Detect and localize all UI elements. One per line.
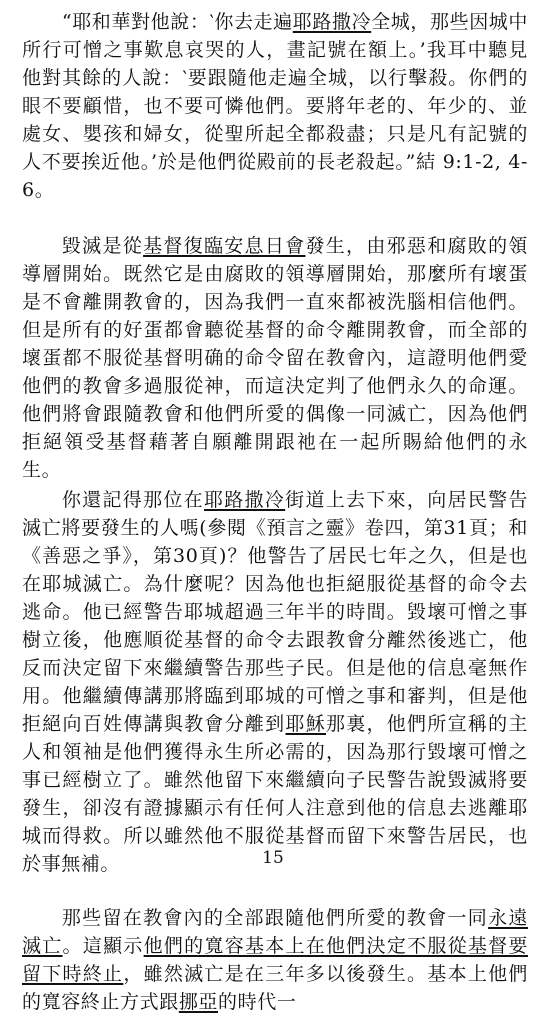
paragraph-probation — [22, 904, 528, 1016]
text-segment: 全城，那些因城中所行可憎之事歎息哀哭的人，畫記號在額上。’我耳中聽見他對其餘的人說：‵要跟隨他走遍全城，以行擊殺。你們的眼不要顧惜，也不要可憐他們。要將年老的、年少的、並處女、嬰孩和婦女，從聖所起全都殺盡；只是凡有記號的人不要挨近他。’於是他們從殿前的長老殺起。”結 9:1-2, 4-6。 — [22, 11, 529, 201]
text-segment: 發生，由邪惡和腐敗的領導層開始。既然它是由腐敗的領導層開始，那麼所有壞蛋是不會離開教會的，因為我們一直來都被洗腦相信他們。但是所有的好蛋都會聽從基督的命令離開教會，而全部的壞蛋都不服從基督明确的命令留在教會內，這證明他們愛他們的教會多過服從神，而這決定判了他們永久的命運。他們將會跟隨教會和他們所愛的偶像一同滅亡，因為他們拒絕領受基督藉著自願離開跟祂在一起所賜給他們的永生。 — [22, 235, 528, 481]
underlined-segment: 耶路撒冷 — [292, 11, 372, 33]
underlined-segment: 永遠滅亡 — [22, 907, 528, 957]
paragraph-destruction — [22, 232, 528, 484]
text-segment: “耶和華對他說：‵你去走遍 — [61, 11, 293, 33]
text-segment: 。這顯示 — [62, 935, 144, 957]
paragraph-quote — [22, 8, 528, 204]
text-segment: 毀滅是從 — [61, 235, 144, 257]
text-segment: 的時代一 — [218, 991, 297, 1013]
paragraph-jerusalem-warner — [22, 486, 528, 878]
text-segment: ，雖然滅亡是在三年多以後發生。基本上他們的寬容終止方式跟 — [22, 963, 528, 1013]
text-segment: 你還記得那位在 — [61, 489, 204, 511]
underlined-segment: 挪亞 — [178, 991, 219, 1013]
underlined-segment: 基督復臨安息日會 — [143, 235, 306, 257]
text-segment: 那裏，他們所宣稱的主人和領袖是他們獲得永生所必需的，因為那行毀壞可憎之事已經樹立了。雖然他留下來繼續向子民警告說毀滅將要發生，卻沒有證據顯示有任何人注意到他的信息去逃離耶城而得救。所以雖然他不服從基督而留下來警告居民，也於事無補。 — [22, 713, 528, 875]
underlined-segment: 耶穌 — [285, 713, 326, 735]
text-segment: 那些留在教會內的全部跟隨他們所愛的教會一同 — [61, 907, 489, 929]
text-segment: 街道上去下來，向居民警告滅亡將要發生的人嗎(參閱《預言之靈》卷四，第31頁；和《善惡之爭》，第30頁)？他警告了居民七年之久，但是也在耶城滅亡。為什麼呢？因為他也拒絕服從基督的命令去逃命。他已經警告耶城超過三年半的時間。毀壞可憎之事樹立後，他應順從基督的命令去跟教會分離然後逃亡，他反而決定留下來繼續警告那些子民。但是他的信息毫無作用。他繼續傳講那將臨到耶城的可憎之事和審判，但是他拒絕向百姓傳講與教會分離到 — [22, 489, 529, 735]
underlined-segment: 他們的寬容基本上在他們決定不服從基督要留下時終止 — [22, 935, 529, 985]
page-number: 15 — [262, 848, 284, 868]
underlined-segment: 耶路撒冷 — [203, 489, 286, 511]
